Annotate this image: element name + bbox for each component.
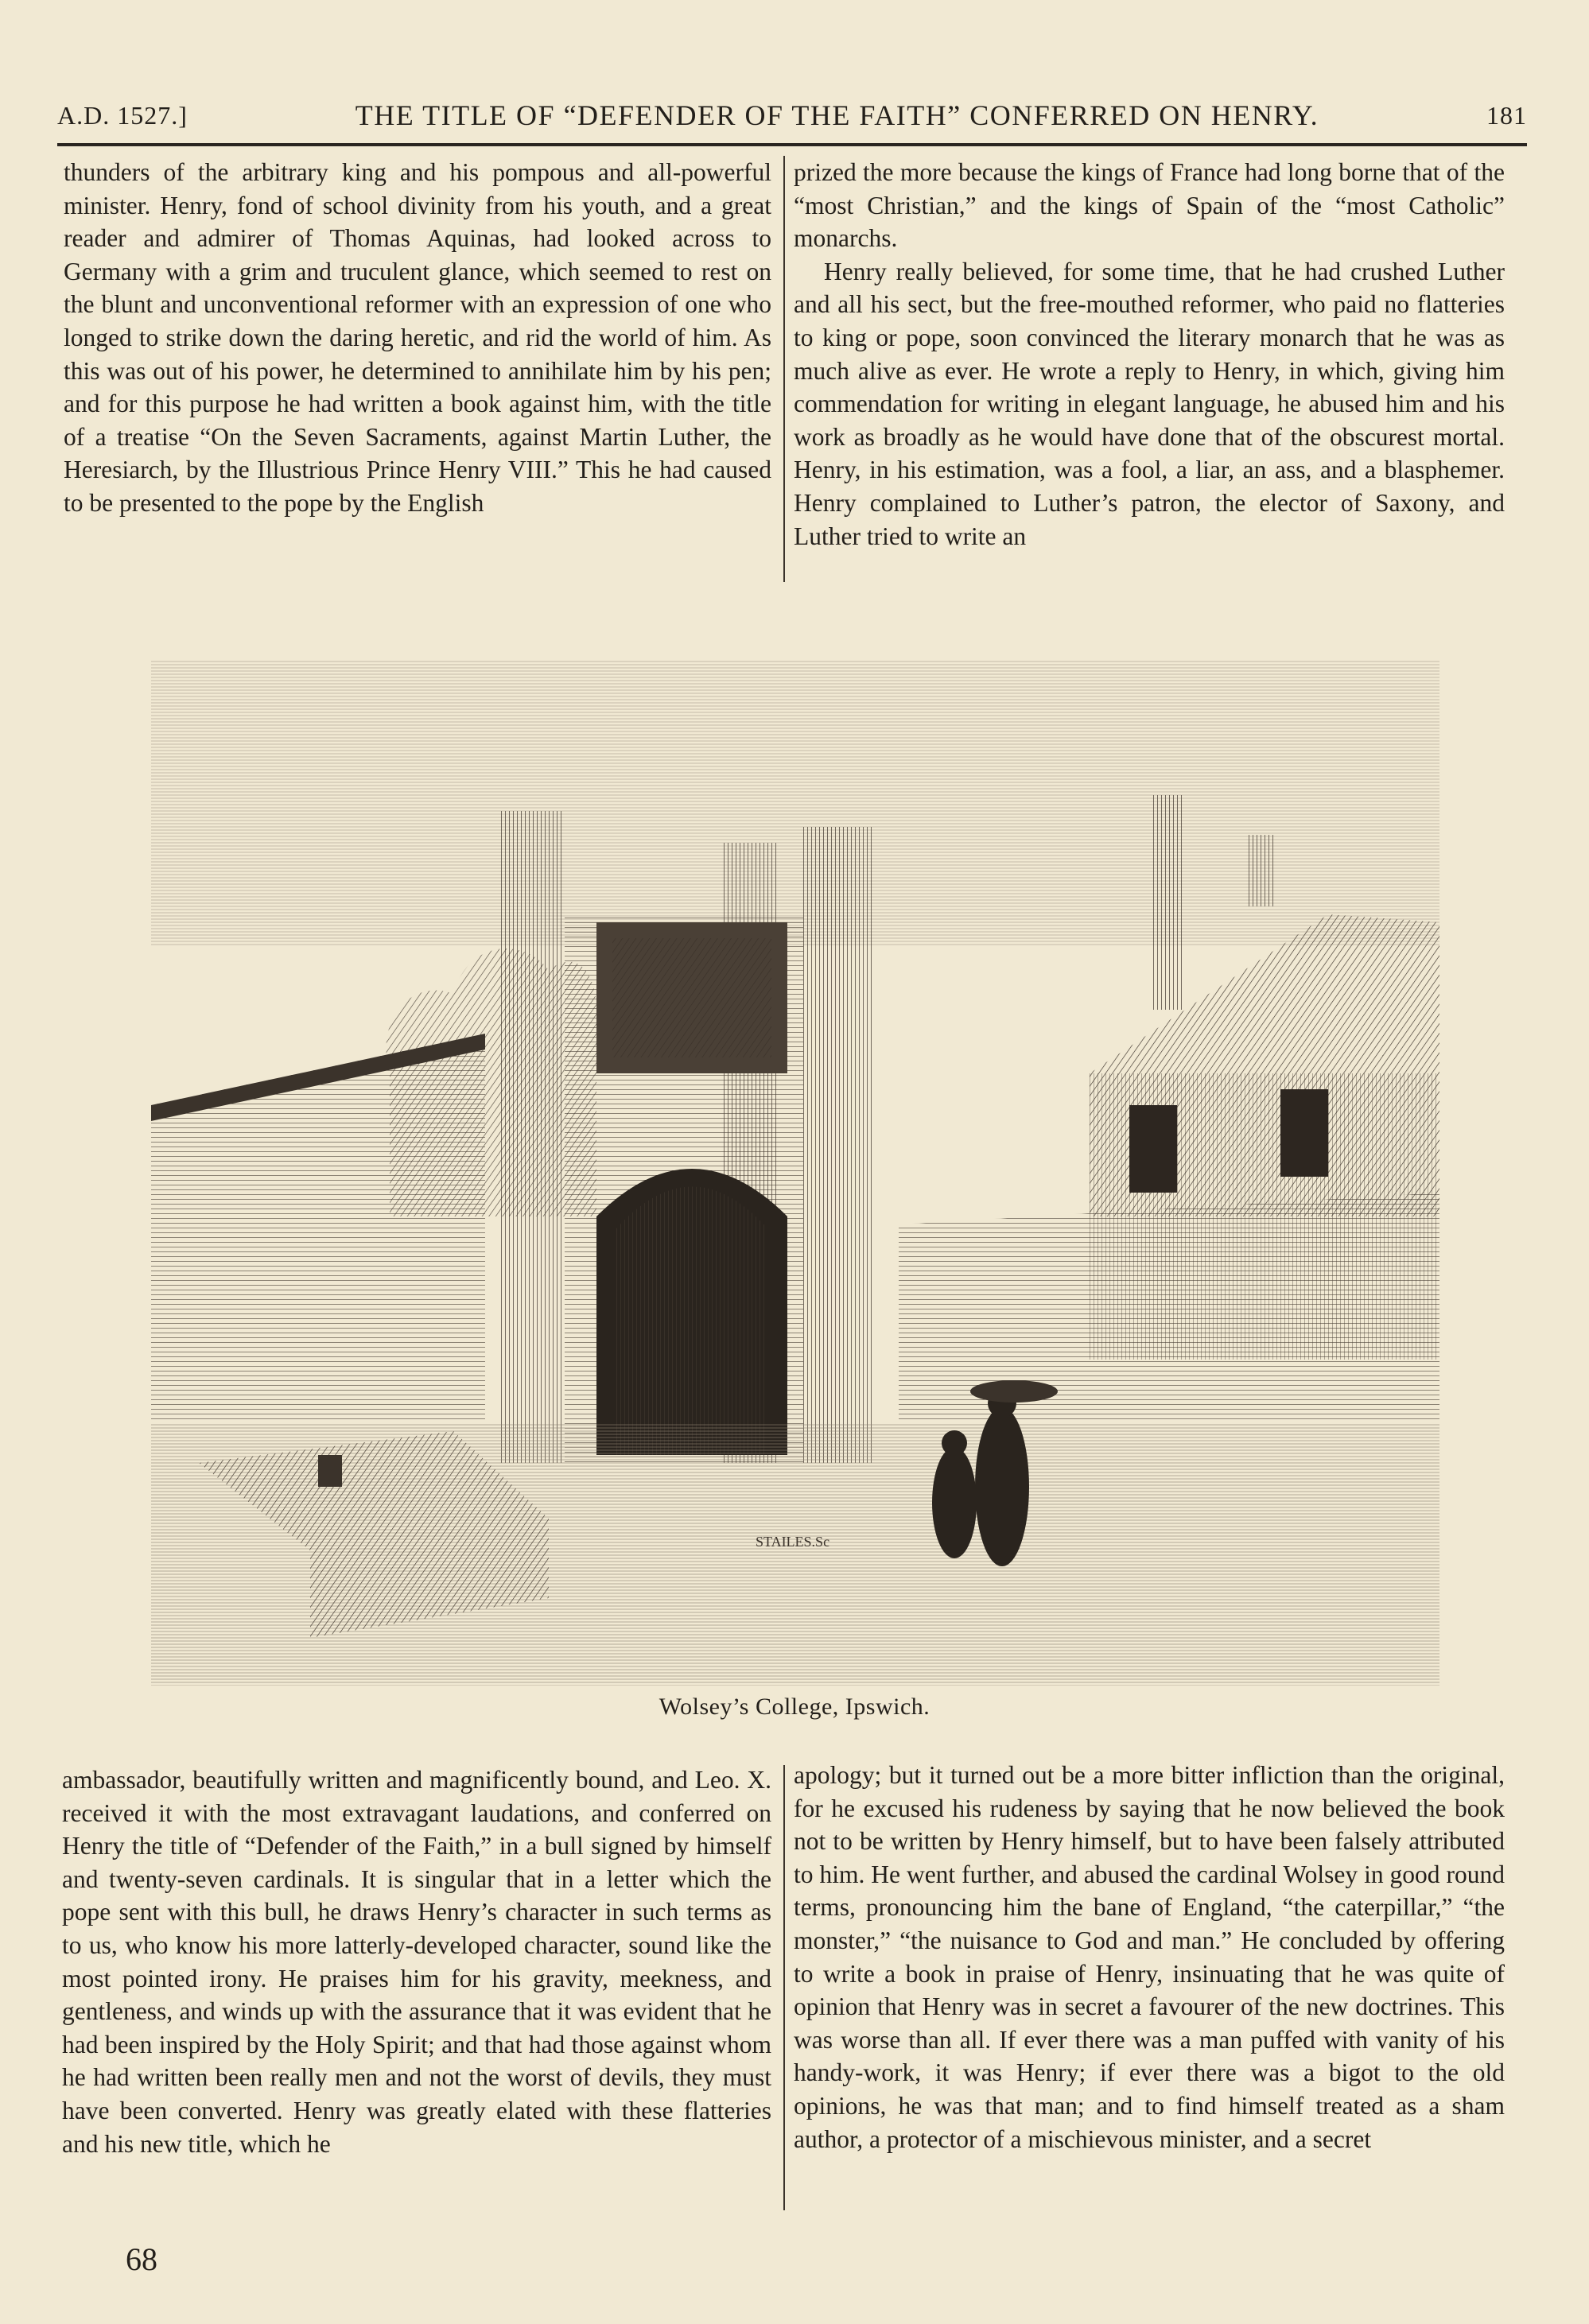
illustration-wolseys-college — [151, 660, 1439, 1686]
bottom-left-text: ambassador, beautifully written and magnificently bound, and Leo. X. received it with the most extravagant laudations, and conferred on Henry the title of “Defender of the Faith,” in a bull signed by himself and twenty-seven cardinals. It is singular that in a letter which the pope sent with this bull, he draws Henry’s character in such terms as to us, who know his more latterly-developed character, sound like the most pointed irony. He praises him for his gravity, meekness, and gentleness, and winds up with the assurance that it was evident that he had been inspired by the Holy Spirit; and that had those against whom he had written been really men and not the worst of devils, they must have been converted. Henry was greatly elated with these flatteries and his new title, which he — [62, 1766, 771, 2158]
gate-right-turret — [803, 827, 875, 1463]
engraving — [151, 660, 1439, 1686]
man-figure — [975, 1407, 1029, 1566]
folio-number: 68 — [126, 2241, 157, 2277]
bottom-right-column — [794, 1759, 1505, 2155]
header-page-number: 181 — [1486, 100, 1527, 130]
running-header — [57, 94, 1527, 137]
top-right-column — [794, 156, 1505, 553]
right-building-window-1 — [1129, 1105, 1177, 1193]
header-date: A.D. 1527.] — [57, 100, 188, 130]
figure-caption: Wolsey’s College, Ipswich. — [659, 1694, 930, 1720]
bottom-right-text: apology; but it turned out be a more bitter infliction than the original, for he excused his rudeness by saying that he now believed the book not to be written by Henry himself, but to have been falsely attributed to him. He went further, and abused the cardinal Wolsey in good round terms, pronouncing him the bane of England, “the caterpillar,” “the monster,” “the nuisance to God and man.” He concluded by offering to write a book in praise of Henry, insinuating that he was quite of opinion that Henry was in secret a favourer of the new doctrines. This was worse than all. If ever there was a man puffed with vanity of his handy-work, it was Henry; if ever there was a bigot to the old opinions, he was that man; and to find himself treated as a sham author, a protector of a mischievous minister, and a secret — [794, 1761, 1505, 2153]
relief-figures — [612, 938, 771, 1057]
engraver-signature: STAILES.Sc — [756, 1534, 830, 1550]
top-left-column — [64, 156, 771, 520]
child-figure — [932, 1447, 977, 1558]
wooden-door — [616, 1187, 767, 1456]
right-building-window-2 — [1280, 1089, 1328, 1177]
gate-left-turret — [501, 811, 565, 1463]
top-right-para-2: Henry really believed, for some time, that he had crushed Luther and all his sect, but the free-mouthed reformer, who paid no flatteries to king or pope, soon convinced the literary monarch that he was as much alive as ever. He wrote a reply to Henry, in which, giving him commendation for writing in elegant language, he abused him and his work as broadly as he would have done that of the obscurest mortal. Henry, in his estimation, was a fool, a liar, an ass, and a blasphemer. Henry complained to Luther’s patron, the elector of Saxony, and Luther tried to write an — [794, 257, 1505, 550]
carried-load — [970, 1380, 1058, 1403]
top-left-text: thunders of the arbitrary king and his pompous and all-powerful minister. Henry, fond of school divinity from his youth, and a great reader and admirer of Thomas Aquinas, had looked across to Germany with a grim and truculent glance, which seemed to rest on the blunt and unconventional reformer with an expression of one who longed to strike down the daring heretic, and rid the world of him. As this was out of his power, he determined to annihilate him by his pen; and for this purpose he had written a book against him, with the title of a treatise “On the Seven Sacraments, against Martin Luther, the Heresiarch, by the Illustrious Prince Henry VIII.” This he had caused to be presented to the pope by the English — [64, 158, 771, 517]
header-title: THE TITLE OF “DEFENDER OF THE FAITH” CONFERRED ON HENRY. — [355, 99, 1319, 131]
column-rule-bottom — [783, 1765, 785, 2210]
column-rule-top — [783, 156, 785, 582]
left-wall — [151, 1034, 485, 1423]
tall-chimney — [1153, 795, 1185, 1010]
small-chimney — [1249, 835, 1276, 906]
header-rule — [57, 143, 1527, 146]
child-head — [942, 1430, 967, 1456]
bottom-left-column — [62, 1763, 771, 2160]
sky-hatching — [151, 660, 1439, 946]
post — [318, 1455, 342, 1487]
top-right-para-1: prized the more because the kings of France had long borne that of the “most Christian,” and the kings of Spain of the “most Catholic” monarchs. — [794, 158, 1505, 253]
